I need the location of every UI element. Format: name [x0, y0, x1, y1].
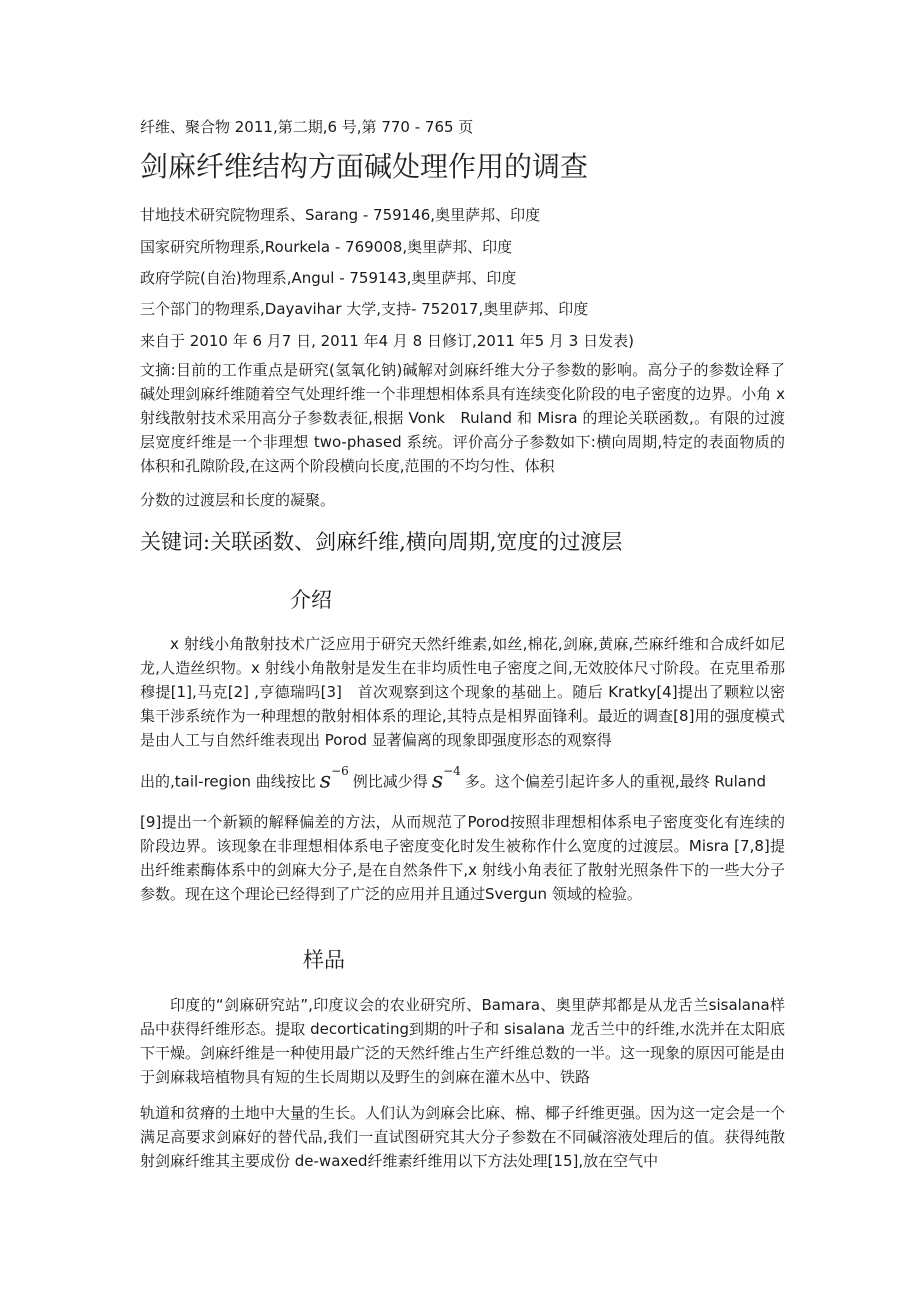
paper-title: 剑麻纤维结构方面碱处理作用的调查 [140, 150, 589, 183]
formula-s-minus-6 [320, 758, 349, 798]
abstract-tail: 分数的过渡层和长度的凝聚。 [140, 491, 336, 509]
formula-line-text-3: 多。这个偏差引起许多人的重视,最终 Ruland [464, 772, 766, 791]
keywords: 关键词:关联函数、剑麻纤维,横向周期,宽度的过渡层 [140, 530, 623, 554]
affiliation-3: 政府学院(自治)物理系,Angul - 759143,奥里萨邦、印度 [140, 269, 517, 287]
sample-paragraph-1: 印度的“剑麻研究站”,印度议会的农业研究所、Bamara、奥里萨邦都是从龙舌兰sisalana样品中获得纤维形态。提取 decorticating到期的叶子和 sisalana 龙舌兰中的纤维,水洗并在太阳底下干燥。剑麻纤维是一种使用最广泛的天然纤维占生产纤维总数的一半。这一现象的原因可能是由于剑麻栽培植物具有短的生长周期以及野生的剑麻在灌木丛中、铁路 [140, 996, 786, 1086]
affiliation-2: 国家研究所物理系,Rourkela - 769008,奥里萨邦、印度 [140, 238, 513, 256]
sample-paragraph-2: 轨道和贫瘠的土地中大量的生长。人们认为剑麻会比麻、棉、椰子纤维更强。因为这一定会是一个满足高要求剑麻好的替代品,我们一直试图研究其大分子参数在不同碱溶液处理后的值。获得纯散射剑麻纤维其主要成份 de-waxed纤维素纤维用以下方法处理[15],放在空气中 [140, 1104, 786, 1170]
intro-paragraph-2: [9]提出一个新颖的解释偏差的方法，从而规范了Porod按照非理想相体系电子密度变化有连续的阶段边界。该现象在非理想相体系电子密度变化时发生被称作什么宽度的过渡层。Misra [7,8]提出纤维素酶体系中的剑麻大分子,是在自然条件下,x 射线小角表征了散射光照条件下的一些大分子参数。现在这个理论已经得到了广泛的应用并且通过Svergun 领域的检验。 [140, 813, 785, 903]
section-heading-sample: 样品 [303, 948, 345, 972]
formula-1-base: s [319, 768, 332, 794]
formula-line-text-1: 出的,tail-region 曲线按比 [140, 772, 316, 791]
received-dates: 来自于 2010 年 6 月7 日, 2011 年4 月 8 日修订,2011 年5 月 3 日发表) [140, 332, 634, 350]
intro-paragraph-1: x 射线小角散射技术广泛应用于研究天然纤维素,如丝,棉花,剑麻,黄麻,苎麻纤维和合成纤如尼龙,人造丝织物。x 射线小角散射是发生在非均质性电子密度之间,无效胶体尺寸阶段。在克里希那穆提[1],马克[2] ,亨德瑞吗[3] 首次观察到这个现象的基础上。随后 Kratky[4]提出了颗粒以密集干涉系统作为一种理想的散射相体系的理论,其特点是相界面锋利。最近的调查[8]用的强度模式是由人工与自然纤维表现出 Porod 显著偏离的现象即强度形态的观察得 [140, 635, 785, 749]
formula-2-exponent: −4 [443, 764, 461, 778]
journal-citation: 纤维、聚合物 2011,第二期,6 号,第 770 - 765 页 [140, 118, 474, 136]
formula-line-text-2: 例比减少得 [352, 772, 428, 791]
affiliation-4: 三个部门的物理系,Dayavihar 大学,支持- 752017,奥里萨邦、印度 [140, 300, 589, 318]
abstract-paragraph: 文摘:目前的工作重点是研究(氢氧化钠)碱解对剑麻纤维大分子参数的影响。高分子的参数诠释了碱处理剑麻纤维随着空气处理纤维一个非理想相体系具有连续变化阶段的电子密度的边界。小角 x 射线散射技术采用高分子参数表征,根据 Vonk Ruland 和 Misra 的理论关联函数,。有限的过渡层宽度纤维是一个非理想 two-phased 系统。评价高分子参数如下:横向周期,特定的表面物质的体积和孔隙阶段,在这两个阶段横向长度,范围的不均匀性、体积 [140, 361, 785, 475]
section-heading-intro: 介绍 [290, 588, 332, 612]
affiliation-1: 甘地技术研究院物理系、Sarang - 759146,奥里萨邦、印度 [140, 206, 541, 224]
intro-formula-line [140, 762, 785, 802]
formula-1-exponent: −6 [331, 764, 349, 778]
formula-2-base: s [431, 768, 444, 794]
formula-s-minus-4 [432, 758, 461, 798]
